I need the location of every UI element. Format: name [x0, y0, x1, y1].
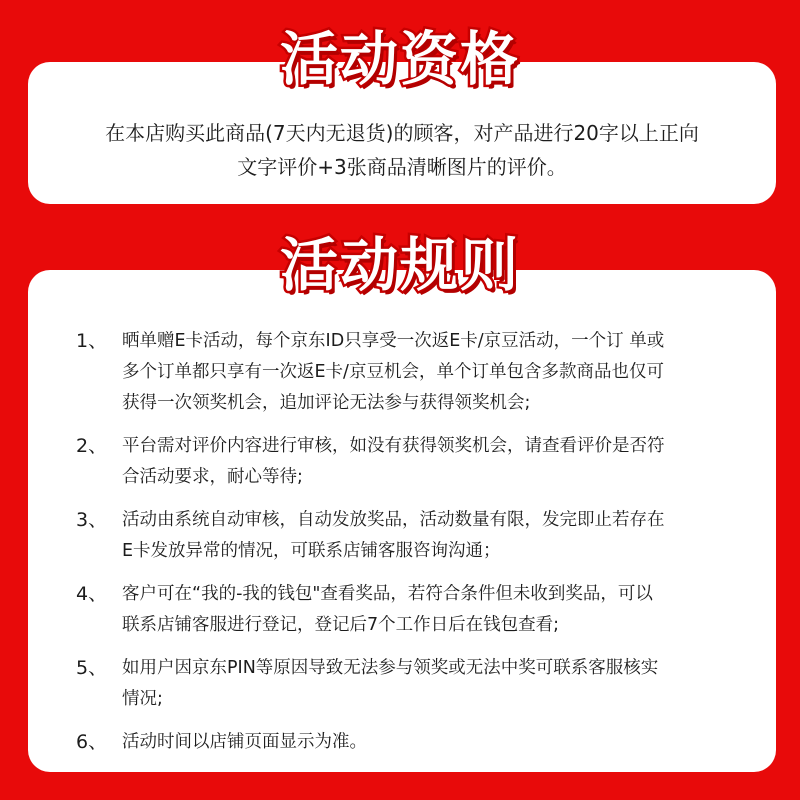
rule-line: 如用户因京东PIN等原因导致无法参与领奖或无法中奖可联系客服核实 [122, 658, 659, 678]
rule-line: 客户可在“我的-我的钱包"查看奖品，若符合条件但未收到奖品，可以 [122, 584, 653, 604]
rule-line: 获得一次领奖机会，追加评论无法参与获得领奖机会; [122, 393, 531, 413]
rule-line: 合活动要求，耐心等待; [122, 467, 303, 487]
qualification-line: 文字评价+3张商品清晰图片的评价。 [237, 155, 567, 179]
rule-line: 平台需对评价内容进行审核，如没有获得领奖机会，请查看评价是否符 [122, 436, 665, 456]
qualification-text [28, 116, 776, 184]
rule-number: 5、 [76, 657, 108, 679]
rule-line: 联系店铺客服进行登记，登记后7个工作日后在钱包查看; [122, 615, 560, 635]
rules-list [76, 326, 736, 770]
rule-item-6 [76, 727, 736, 758]
rule-number: 2、 [76, 435, 108, 457]
rule-item-5 [76, 653, 736, 715]
rule-line: 晒单赠E卡活动，每个京东ID只享受一次返E卡/京豆活动，一个订 单或 [122, 331, 665, 351]
rules-title: 活动规则 [279, 231, 520, 299]
qualification-line: 在本店购买此商品(7天内无退货)的顾客，对产品进行20字以上正向 [105, 121, 699, 145]
rules-card [28, 270, 776, 772]
rule-item-1 [76, 326, 736, 419]
rule-number: 4、 [76, 583, 108, 605]
rule-line: E卡发放异常的情况，可联系店铺客服咨询沟通； [122, 541, 501, 561]
rule-item-2 [76, 431, 736, 493]
rule-line: 多个订单都只享有一次返E卡/京豆机会，单个订单包含多款商品也仅可 [122, 362, 664, 382]
rule-number: 3、 [76, 509, 108, 531]
rule-line: 活动由系统自动审核，自动发放奖品，活动数量有限，发完即止若存在 [122, 510, 665, 530]
qualification-title: 活动资格 [279, 25, 520, 93]
rule-line: 活动时间以店铺页面显示为准。 [122, 732, 367, 752]
rule-number: 6、 [76, 731, 108, 753]
rule-item-3 [76, 505, 736, 567]
rule-line: 情况; [122, 689, 163, 709]
rule-number: 1、 [76, 330, 108, 352]
rule-item-4 [76, 579, 736, 641]
